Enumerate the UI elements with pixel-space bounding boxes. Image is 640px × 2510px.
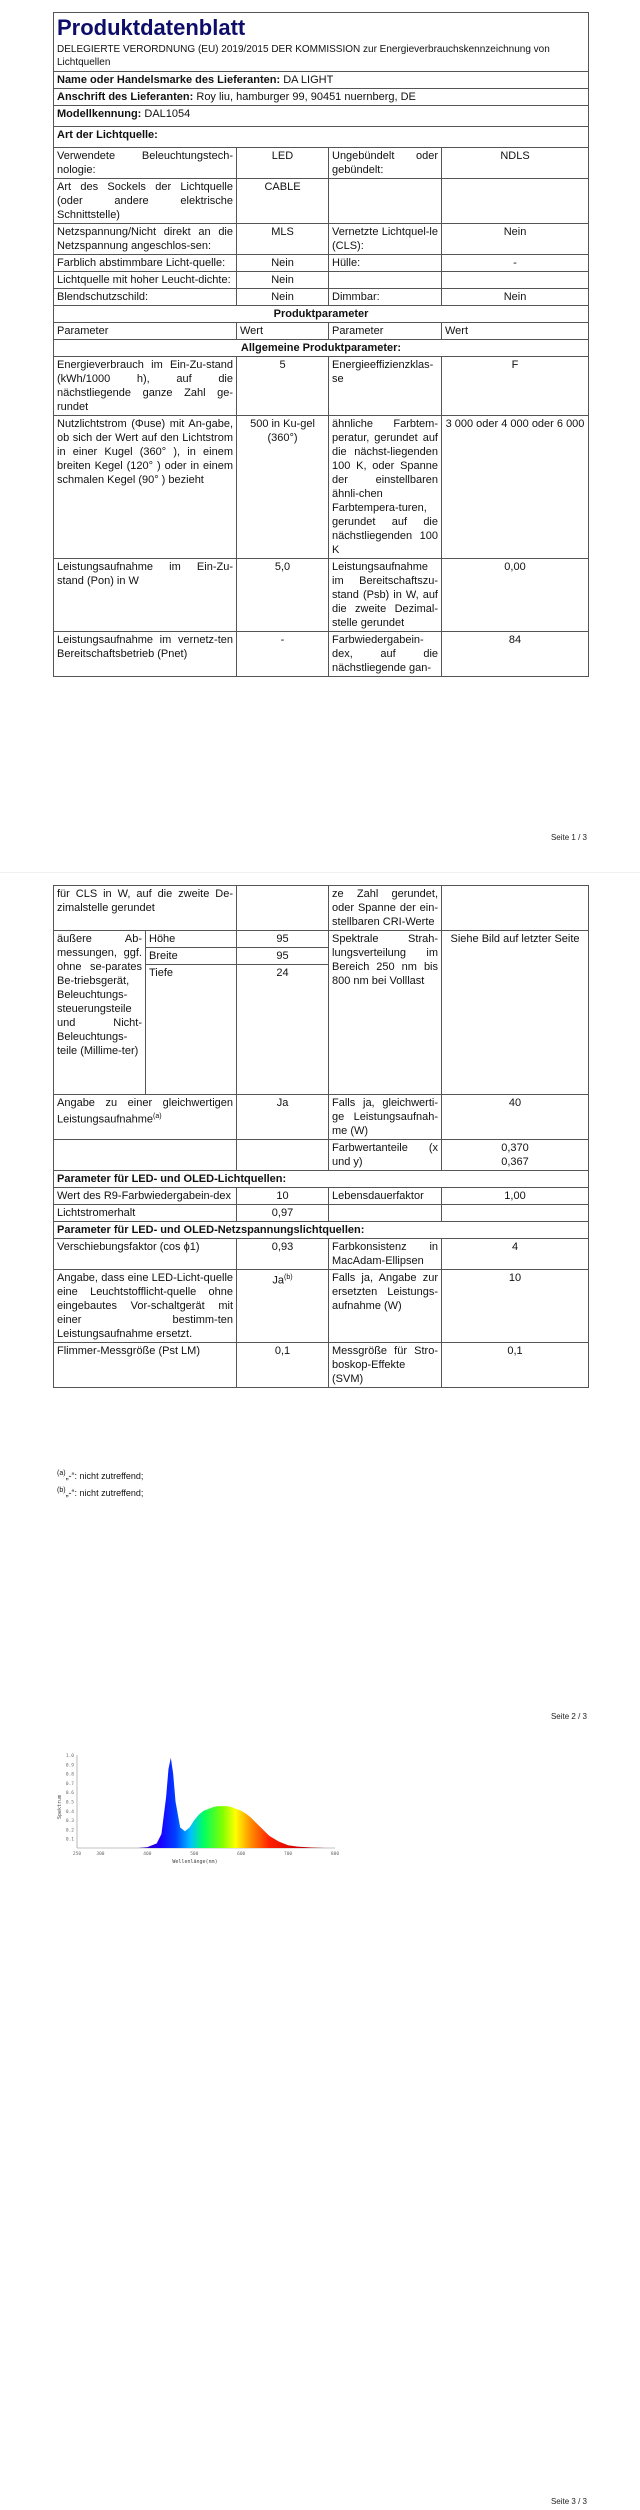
cell-value: Nein	[237, 289, 329, 306]
supplier-address: Roy liu, hamburger 99, 90451 nuernberg, DE	[196, 91, 416, 103]
cell-label: Vernetzte Lichtquel-le (CLS):	[329, 224, 442, 255]
y-tick-label: 0.6	[65, 1791, 74, 1797]
cell-label: Farbwiedergabein-dex, auf die nächstliegende gan-	[329, 632, 442, 677]
cell-label: Leistungsaufnahme im Ein-Zu-stand (Pon) in W	[54, 559, 237, 632]
dimension-value: 24	[237, 965, 329, 1095]
footnote-a: $^{(a)}$„-“: nicht zutreffend;	[57, 1470, 144, 1481]
chroma-y-value: 0,367	[501, 1156, 529, 1168]
cell-label: Lichtstromerhalt	[54, 1205, 237, 1222]
cell-label: Ungebündelt oder gebündelt:	[329, 148, 442, 179]
cell-value	[442, 179, 589, 224]
cell-label: Spektrale Strah-lungsverteilung im Bereich 250 nm bis 800 nm bei Volllast	[329, 931, 442, 1095]
cell-label: Dimmbar:	[329, 289, 442, 306]
cell-value: Nein	[442, 289, 589, 306]
general-params-header: Allgemeine Produktparameter:	[54, 340, 589, 357]
cell-label: Falls ja, gleichwerti-ge Leistungsaufnah-me (W)	[329, 1095, 442, 1140]
table-row	[54, 886, 589, 931]
column-header-value: Wert	[442, 323, 589, 340]
column-header-value: Wert	[237, 323, 329, 340]
cell-label: Hülle:	[329, 255, 442, 272]
supplier-name-label: Name oder Handelsmarke des Lieferanten:	[57, 74, 281, 86]
cell-label: für CLS in W, auf die zweite De-zimalstelle gerundet	[54, 886, 237, 931]
y-tick-label: 1.0	[65, 1754, 74, 1759]
page-3	[0, 1745, 640, 2510]
cell-value: 0,00	[442, 559, 589, 632]
cell-label: Falls ja, Angabe zur ersetzten Leistungs-aufnahme (W)	[329, 1270, 442, 1343]
page-divider	[0, 872, 640, 873]
cell-label: Wert des R9-Farbwiedergabein-dex	[54, 1188, 237, 1205]
dimension-label: Höhe	[146, 931, 237, 948]
cell-value: Nein	[237, 272, 329, 289]
document-title: Produktdatenblatt	[57, 15, 246, 40]
cell-value: F	[442, 357, 589, 416]
x-tick-label: 800	[330, 1852, 340, 1857]
mains-params-header: Parameter für LED- und OLED-Netzspannungslichtquellen:	[54, 1222, 589, 1239]
cell-label: Lichtquelle mit hoher Leucht-dichte:	[54, 272, 237, 289]
table-row	[54, 357, 589, 416]
cell-value: Ja	[272, 1274, 285, 1287]
spectrum-area	[138, 1758, 326, 1848]
cell-value: NDLS	[442, 148, 589, 179]
spectrum-chart	[55, 1745, 345, 1865]
y-tick-label: 0.3	[65, 1819, 74, 1825]
table-row	[54, 632, 589, 677]
model-label: Modellkennung:	[57, 108, 142, 120]
cell-label: Energieeffizienzklas-se	[329, 357, 442, 416]
cell-label: Netzspannung/Nicht direkt an die Netzspannung angeschlos-sen:	[54, 224, 237, 255]
cell-label: äußere Ab-messungen, ggf. ohne se-parates Be-triebsgerät, Beleuchtungs-steuerungsteile und Nicht-Beleuchtungs-teile (Millime-ter)	[54, 931, 146, 1095]
cell-value: 0,1	[442, 1343, 589, 1388]
cell-value	[237, 886, 329, 931]
x-tick-label: 300	[96, 1852, 105, 1857]
cell-value: 5	[237, 357, 329, 416]
y-tick-label: 0.8	[65, 1772, 74, 1778]
supplier-address-label: Anschrift des Lieferanten:	[57, 91, 194, 103]
table-row	[54, 255, 589, 272]
cell-value: 500 in Ku-gel (360°)	[237, 416, 329, 559]
regulation-text: DELEGIERTE VERORDNUNG (EU) 2019/2015 DER KOMMISSION zur Energieverbrauchskennzeichnung von Lichtquellen	[57, 44, 550, 68]
cell-value: -	[442, 255, 589, 272]
cell-label: ze Zahl gerundet, oder Spanne der ein-stellbaren CRI-Werte	[329, 886, 442, 931]
x-tick-label: 500	[190, 1852, 199, 1857]
light-source-type-header: Art der Lichtquelle:	[54, 127, 589, 148]
table-row	[54, 224, 589, 255]
table-row	[54, 179, 589, 224]
cell-label: Verwendete Beleuchtungstech-nologie:	[54, 148, 237, 179]
table-row	[54, 1239, 589, 1270]
cell-label: Lebensdauerfaktor	[329, 1188, 442, 1205]
table-row	[54, 289, 589, 306]
cell-label	[329, 272, 442, 289]
cell-label: Farbkonsistenz in MacAdam-Ellipsen	[329, 1239, 442, 1270]
cell-value: Ja	[237, 1095, 329, 1140]
cell-label: Messgröße für Stro-boskop-Effekte (SVM)	[329, 1343, 442, 1388]
x-tick-label: 250	[72, 1852, 82, 1857]
y-tick-label: 0.5	[65, 1800, 74, 1806]
x-tick-label: 400	[143, 1852, 152, 1857]
cell-value: 84	[442, 632, 589, 677]
table-row	[54, 1343, 589, 1388]
table-row	[54, 1205, 589, 1222]
table-row	[54, 1095, 589, 1140]
footnote-b: $^{(b)}$„-“: nicht zutreffend;	[57, 1487, 144, 1498]
y-tick-label: 0.2	[65, 1828, 74, 1834]
cell-value: 0,93	[237, 1239, 329, 1270]
cell-label: Nutzlichtstrom (Φuse) mit An-gabe, ob sich der Wert auf den Lichtstrom in einer Kugel (360° ), in einem breiten Kegel (120° ) oder in einem schmalen Kegel (90° ) bezieht	[54, 416, 237, 559]
cell-value: 4	[442, 1239, 589, 1270]
cell-label: Art des Sockels der Lichtquelle (oder andere elektrische Schnittstelle)	[54, 179, 237, 224]
cell-value	[442, 272, 589, 289]
cell-value: 0,97	[237, 1205, 329, 1222]
x-tick-label: 700	[284, 1852, 293, 1857]
cell-label: Angabe, dass eine LED-Licht-quelle eine Leuchtstofflicht-quelle ohne eingebautes Vor-schaltgerät mit einer bestimm-ten Leistungsaufnahme ersetzt.	[54, 1270, 237, 1343]
cell-value: Nein	[237, 255, 329, 272]
page-number: Seite 3 / 3	[550, 2497, 587, 2506]
cell-value: LED	[237, 148, 329, 179]
page-number: Seite 1 / 3	[550, 833, 587, 842]
cell-value: -	[237, 632, 329, 677]
cell-value	[442, 886, 589, 931]
cell-value: Siehe Bild auf letzter Seite	[442, 931, 589, 1095]
supplier-name: DA LIGHT	[283, 74, 334, 86]
page-1	[0, 0, 640, 870]
y-tick-label: 0.4	[65, 1809, 74, 1815]
cell-value: 3 000 oder 4 000 oder 6 000	[442, 416, 589, 559]
x-tick-label: 600	[237, 1852, 246, 1857]
cell-value: 5,0	[237, 559, 329, 632]
cell-label: Blendschutzschild:	[54, 289, 237, 306]
product-params-header: Produktparameter	[54, 306, 589, 323]
column-header-parameter: Parameter	[54, 323, 237, 340]
y-tick-label: 0.1	[65, 1837, 74, 1843]
cell-label: Farblich abstimmbare Licht-quelle:	[54, 255, 237, 272]
model-id: DAL1054	[144, 108, 191, 120]
xlabel: Wellenlänge(nm)	[172, 1859, 218, 1865]
cell-label: Leistungsaufnahme im Bereitschaftszu-stand (Psb) in W, auf die zweite Dezimal-stelle gerundet	[329, 559, 442, 632]
led-params-header: Parameter für LED- und OLED-Lichtquellen:	[54, 1171, 589, 1188]
column-header-parameter: Parameter	[329, 323, 442, 340]
cell-value: 10	[237, 1188, 329, 1205]
cell-label: Verschiebungsfaktor (cos ϕ1)	[54, 1239, 237, 1270]
cell-value: 0,1	[237, 1343, 329, 1388]
table-row	[54, 1270, 589, 1343]
y-tick-label: 0.9	[65, 1763, 74, 1769]
datasheet-table-page1	[53, 12, 589, 677]
chroma-x-value: 0,370	[501, 1142, 529, 1154]
cell-label: ähnliche Farbtem-peratur, gerundet auf die nächst-liegenden 100 K, oder Spanne der einstellbaren ähnli-chen Farbtempera-turen, gerundet auf die nächstliegenden 100 K	[329, 416, 442, 559]
cell-value: Nein	[442, 224, 589, 255]
footnote-ref: (a)	[153, 1113, 162, 1120]
dimension-value: 95	[237, 948, 329, 965]
page-2	[0, 885, 640, 1745]
y-tick-label: 0.7	[65, 1781, 74, 1787]
cell-label	[329, 179, 442, 224]
cell-label: Leistungsaufnahme im vernetz-ten Bereitschaftsbetrieb (Pnet)	[54, 632, 237, 677]
cell-value: 10	[442, 1270, 589, 1343]
dimension-value: 95	[237, 931, 329, 948]
dimension-label: Tiefe	[146, 965, 237, 1095]
cell-label: Flimmer-Messgröße (Pst LM)	[54, 1343, 237, 1388]
page-number: Seite 2 / 3	[550, 1712, 587, 1721]
cell-value: 1,00	[442, 1188, 589, 1205]
cell-value: CABLE	[237, 179, 329, 224]
cell-label: Energieverbrauch im Ein-Zu-stand (kWh/1000 h), auf die nächstliegende ganze Zahl ge-rundet	[54, 357, 237, 416]
cell-value: MLS	[237, 224, 329, 255]
table-row	[54, 1188, 589, 1205]
table-row	[54, 272, 589, 289]
ylabel: Spektrum	[57, 1794, 63, 1820]
table-row	[54, 148, 589, 179]
cell-label: Angabe zu einer gleichwertigen Leistungsaufnahme	[57, 1097, 234, 1126]
table-row	[54, 416, 589, 559]
cell-label: Farbwertanteile (x und y)	[329, 1140, 442, 1171]
table-row	[54, 1140, 589, 1171]
footnote-ref: (b)	[284, 1274, 293, 1281]
datasheet-table-page2	[53, 885, 589, 1388]
table-row	[54, 931, 589, 948]
cell-value: 40	[442, 1095, 589, 1140]
dimension-label: Breite	[146, 948, 237, 965]
table-row	[54, 559, 589, 632]
